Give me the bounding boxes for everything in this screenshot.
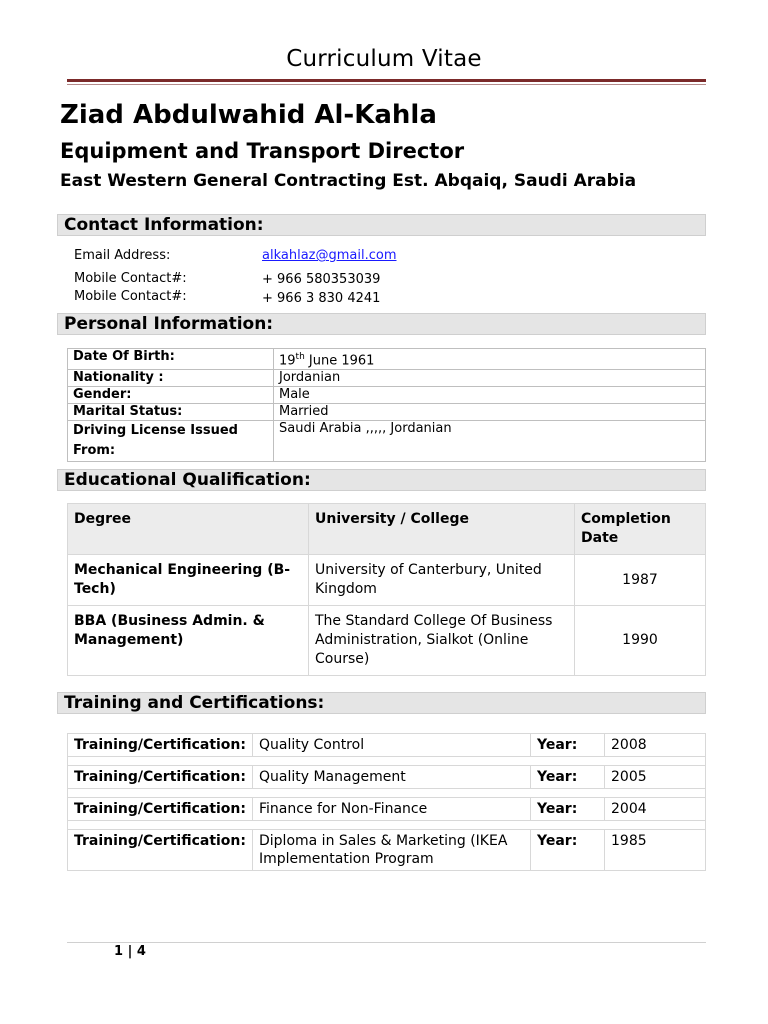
training-year: 1985 (605, 830, 706, 871)
table-row (68, 404, 706, 421)
degree-cell: BBA (Business Admin. & Management) (68, 606, 309, 676)
year-label: Year: (531, 734, 605, 757)
title-divider-thin (67, 84, 706, 85)
marital-value: Married (274, 404, 706, 421)
training-label: Training/Certification: (68, 830, 253, 871)
nationality-value: Jordanian (274, 370, 706, 387)
year-label: Year: (531, 798, 605, 821)
gender-label: Gender: (68, 387, 274, 404)
contact-section-heading: Contact Information: (57, 214, 706, 236)
row-spacer (68, 821, 706, 830)
table-row (68, 734, 706, 757)
footer-divider (67, 942, 706, 943)
education-section-heading: Educational Qualification: (57, 469, 706, 491)
table-row (68, 349, 706, 370)
table-row (68, 766, 706, 789)
dob-label: Date Of Birth: (68, 349, 274, 370)
mobile-label-1: Mobile Contact#: (74, 271, 187, 286)
marital-label: Marital Status: (68, 404, 274, 421)
year-label: Year: (531, 766, 605, 789)
degree-cell: Mechanical Engineering (B-Tech) (68, 555, 309, 606)
gender-value: Male (274, 387, 706, 404)
university-cell: University of Canterbury, United Kingdom (309, 555, 575, 606)
education-table (67, 503, 706, 676)
training-section-heading: Training and Certifications: (57, 692, 706, 714)
table-row (68, 387, 706, 404)
document-title: Curriculum Vitae (286, 46, 482, 72)
training-name: Quality Management (253, 766, 531, 789)
license-value: Saudi Arabia ,,,,, Jordanian (274, 421, 706, 462)
row-spacer (68, 757, 706, 766)
license-label: Driving License Issued From: (68, 421, 274, 462)
col-degree: Degree (68, 504, 309, 555)
candidate-role: Equipment and Transport Director (60, 139, 465, 163)
col-completion-date: Completion Date (575, 504, 706, 555)
mobile-label-2: Mobile Contact#: (74, 289, 187, 304)
training-name: Diploma in Sales & Marketing (IKEA Implementation Program (253, 830, 531, 871)
training-label: Training/Certification: (68, 734, 253, 757)
table-row (68, 421, 706, 462)
year-label: Year: (531, 830, 605, 871)
page-number: 1 | 4 (114, 944, 146, 959)
training-table (67, 733, 706, 871)
training-name: Quality Control (253, 734, 531, 757)
candidate-company: East Western General Contracting Est. Abqaiq, Saudi Arabia (60, 171, 637, 191)
mobile-value-2: + 966 3 830 4241 (262, 291, 381, 306)
row-spacer (68, 789, 706, 798)
personal-section-heading: Personal Information: (57, 313, 706, 335)
training-label: Training/Certification: (68, 798, 253, 821)
candidate-name: Ziad Abdulwahid Al-Kahla (60, 100, 437, 130)
training-year: 2004 (605, 798, 706, 821)
email-link[interactable]: alkahlaz@gmail.com (262, 248, 397, 263)
dob-value: 19th June 1961 (274, 349, 706, 370)
table-row (68, 370, 706, 387)
training-year: 2008 (605, 734, 706, 757)
table-header-row (68, 504, 706, 555)
personal-info-table (67, 348, 706, 462)
university-cell: The Standard College Of Business Administration, Sialkot (Online Course) (309, 606, 575, 676)
nationality-label: Nationality : (68, 370, 274, 387)
title-divider (67, 79, 706, 82)
col-university: University / College (309, 504, 575, 555)
table-row (68, 606, 706, 676)
year-cell: 1987 (575, 555, 706, 606)
email-label: Email Address: (74, 248, 171, 263)
year-cell: 1990 (575, 606, 706, 676)
training-year: 2005 (605, 766, 706, 789)
table-row (68, 555, 706, 606)
table-row (68, 798, 706, 821)
table-row (68, 830, 706, 871)
mobile-value-1: + 966 580353039 (262, 272, 381, 287)
training-label: Training/Certification: (68, 766, 253, 789)
training-name: Finance for Non-Finance (253, 798, 531, 821)
